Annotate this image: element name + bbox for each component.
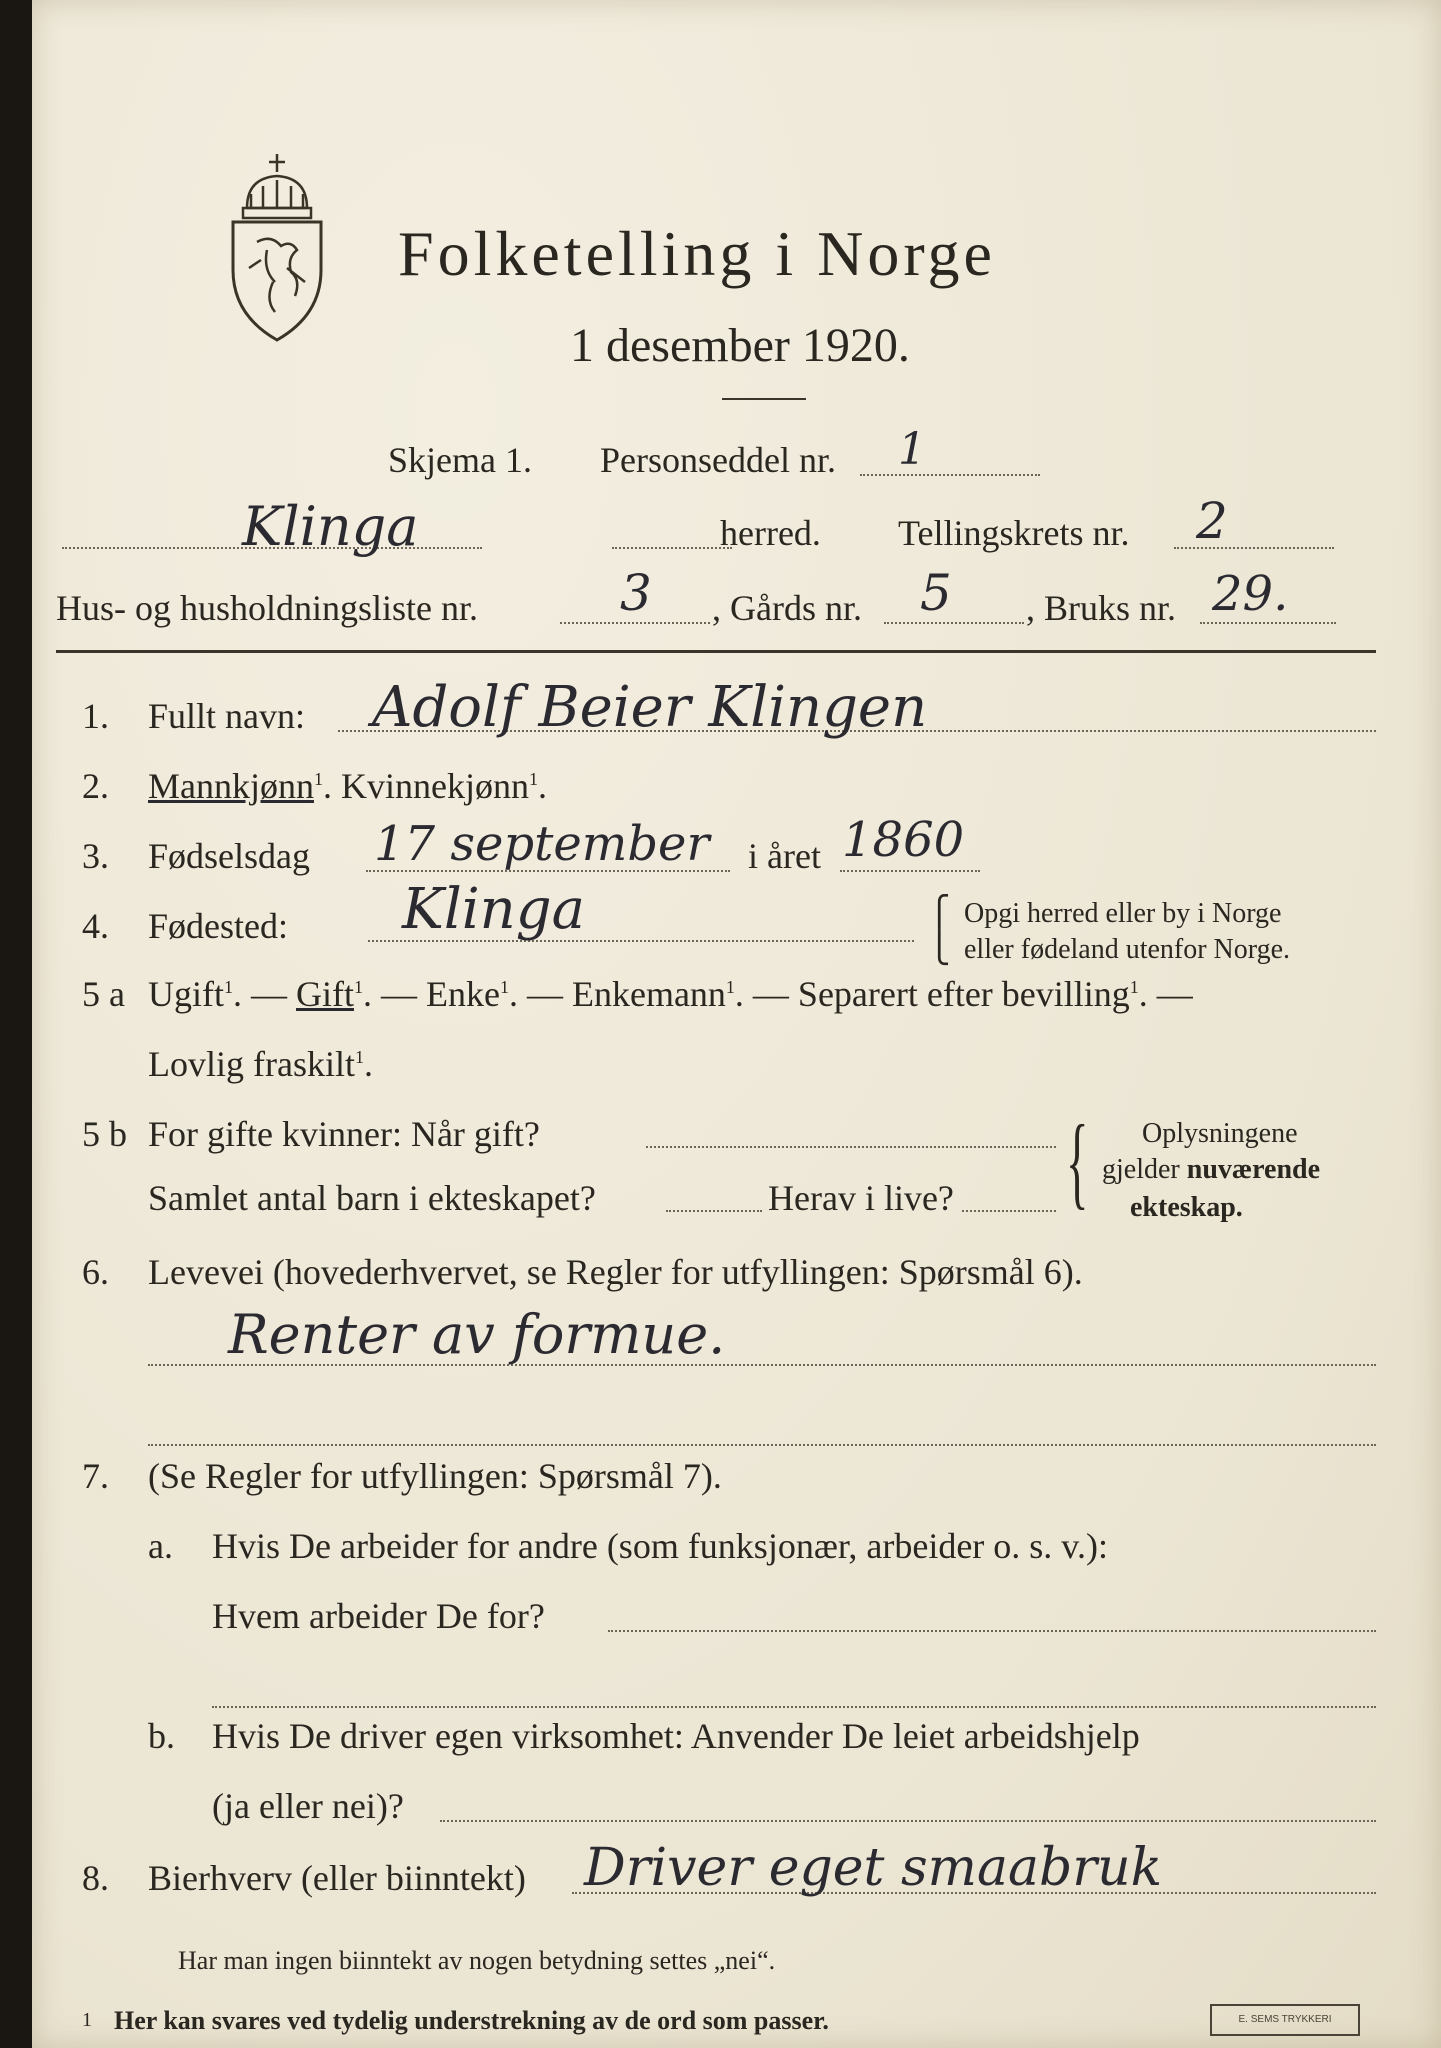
tellingskrets-label: Tellingskrets nr.	[898, 513, 1130, 553]
q7b-answer-line	[440, 1820, 1376, 1822]
q1-value: Adolf Beier Klingen	[372, 675, 928, 740]
option-gift: Gift	[296, 974, 354, 1014]
separator: .	[537, 766, 547, 806]
separator: . —	[363, 974, 417, 1014]
personseddel-line	[860, 474, 1040, 476]
q7a-line2: Hvem arbeider De for?	[212, 1596, 545, 1636]
option-mannkjonn: Mannkjønn	[148, 766, 314, 806]
footnote-mark: 1	[314, 769, 323, 789]
form-date: 1 desember 1920.	[570, 319, 910, 372]
gards-value: 5	[920, 564, 952, 622]
q8-value: Driver eget smaabruk	[584, 1838, 1163, 1898]
separator: . —	[1138, 974, 1193, 1014]
q7a-employer-line2	[212, 1706, 1376, 1708]
option-lovlig-fraskilt: Lovlig fraskilt	[148, 1044, 355, 1084]
q7b-line2: (ja eller nei)?	[212, 1786, 404, 1826]
q3-number: 3.	[82, 836, 109, 876]
q8-number: 8.	[82, 1858, 109, 1898]
q6-label: Levevei (hovederhvervet, se Regler for utfyllingen: Spørsmål 6).	[148, 1252, 1083, 1292]
bruks-value: 29.	[1212, 566, 1289, 622]
q4-value: Klinga	[402, 877, 585, 942]
q3-year-label: i året	[748, 836, 821, 876]
footnote-mark: 1	[354, 1047, 364, 1067]
q3-label: Fødselsdag	[148, 836, 310, 876]
q6-value: Renter av formue.	[228, 1303, 726, 1366]
form-title: Folketelling i Norge	[398, 218, 996, 289]
q4-label: Fødested:	[148, 906, 288, 946]
title-divider	[722, 398, 806, 400]
bruks-line	[1200, 622, 1336, 624]
q1-label: Fullt navn:	[148, 696, 306, 736]
husliste-line	[560, 622, 710, 624]
skjema-label: Skjema 1.	[388, 440, 532, 480]
separator: . —	[233, 974, 287, 1014]
gards-line	[884, 622, 1024, 624]
q7b-letter: b.	[148, 1716, 175, 1756]
q5a-options	[148, 976, 1193, 1012]
q4-number: 4.	[82, 906, 109, 946]
q5b-number: 5 b	[82, 1114, 127, 1154]
census-form-page	[32, 0, 1441, 2048]
footnote-mark: 1	[499, 977, 509, 997]
q5b-note-navaerende: nuværende	[1186, 1154, 1321, 1185]
q5a-options-line2	[148, 1046, 373, 1082]
q7a-line1: Hvis De arbeider for andre (som funksjonær, arbeider o. s. v.):	[212, 1526, 1108, 1566]
q6-number: 6.	[82, 1252, 109, 1292]
tellingskrets-value: 2	[1196, 492, 1228, 550]
q2-number: 2.	[82, 766, 109, 806]
footnote-mark: 1	[528, 769, 538, 789]
norwegian-coat-of-arms-icon	[217, 150, 337, 345]
husliste-value: 3	[620, 564, 652, 622]
option-enke: Enke	[426, 974, 500, 1014]
herred-label: herred.	[720, 513, 821, 553]
q8-label: Bierhverv (eller biinntekt)	[148, 1858, 526, 1898]
footnote-mark: 1	[354, 977, 363, 997]
footnote-text: Her kan svares ved tydelig understrekning av de ord som passer.	[114, 2006, 829, 2035]
q3-year-line	[840, 870, 980, 872]
q5b-married-line	[646, 1146, 1056, 1148]
separator: . —	[734, 974, 789, 1014]
q7-number: 7.	[82, 1456, 109, 1496]
header-divider	[56, 650, 1376, 653]
printer-stamp-text: E. SEMS TRYKKERI	[1238, 2014, 1332, 2025]
footnote-mark: 1	[224, 977, 233, 997]
q5a-number: 5 a	[82, 974, 125, 1014]
printer-stamp	[1210, 2004, 1360, 2036]
q5b-note-gjelder: gjelder	[1102, 1154, 1180, 1185]
q6-line2	[148, 1444, 1376, 1446]
personseddel-label: Personseddel nr.	[600, 440, 836, 480]
q5b-note-line1: Oplysningene	[1142, 1118, 1298, 1149]
herred-line-2	[612, 547, 732, 549]
footnote-number: 1	[82, 2009, 92, 2031]
q4-note-line1: Opgi herred eller by i Norge	[964, 898, 1282, 929]
q5b-line2b: Herav i live?	[768, 1178, 954, 1218]
husliste-label: Hus- og husholdningsliste nr.	[56, 588, 479, 628]
q7a-letter: a.	[148, 1526, 173, 1566]
separator: .	[363, 1044, 373, 1084]
q7-label: (Se Regler for utfyllingen: Spørsmål 7).	[148, 1456, 722, 1496]
q4-brace-bottom: ⎩	[928, 932, 951, 965]
footnote-mark: 1	[725, 977, 735, 997]
q5b-line2a: Samlet antal barn i ekteskapet?	[148, 1178, 596, 1218]
q7b-line1: Hvis De driver egen virksomhet: Anvender De leiet arbeidshjelp	[212, 1716, 1140, 1756]
option-kvinnekjonn: Kvinnekjønn	[341, 766, 529, 806]
separator: . —	[508, 974, 563, 1014]
separator: .	[323, 766, 332, 806]
q3-day-value: 17 september	[374, 816, 710, 872]
q1-number: 1.	[82, 696, 109, 736]
q7a-employer-line	[608, 1630, 1376, 1632]
option-enkemann: Enkemann	[571, 974, 726, 1014]
option-separert: Separert efter bevilling	[797, 974, 1130, 1014]
personseddel-value: 1	[898, 424, 926, 475]
gards-label: , Gårds nr.	[712, 588, 862, 628]
q2-options	[148, 768, 547, 804]
bruks-label: , Bruks nr.	[1026, 588, 1177, 628]
q5b-children-line	[666, 1210, 762, 1212]
q3-year-value: 1860	[842, 812, 965, 868]
herred-value: Klinga	[242, 495, 419, 558]
footer-note: Har man ingen biinntekt av nogen betydning settes „nei“.	[178, 1946, 776, 1975]
q4-note-line2: eller fødeland utenfor Norge.	[964, 934, 1291, 965]
footnote-mark: 1	[1129, 977, 1139, 997]
q4-brace-top: ⎧	[928, 896, 951, 929]
q5b-line1: For gifte kvinner: Når gift?	[148, 1114, 540, 1154]
q5b-alive-line	[962, 1210, 1056, 1212]
q5b-note-line3: ekteskap.	[1130, 1192, 1243, 1223]
q5b-brace: {	[1066, 1104, 1089, 1219]
q5b-note-line2	[1102, 1156, 1320, 1184]
option-ugift: Ugift	[148, 974, 224, 1014]
